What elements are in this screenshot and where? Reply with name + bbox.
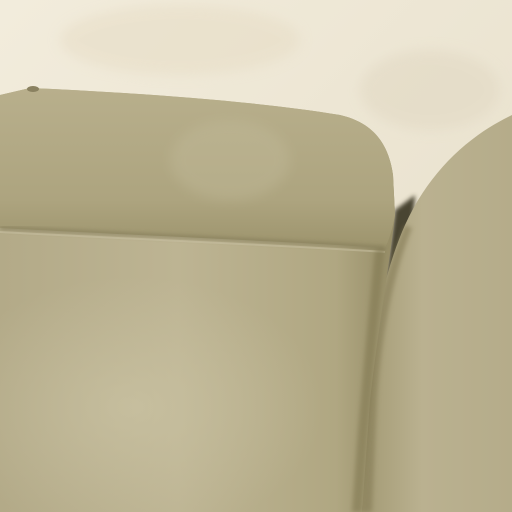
wall-stain xyxy=(60,5,300,75)
top-band-highlight xyxy=(170,120,290,200)
cushion-highlight xyxy=(0,250,380,512)
fabric-fold xyxy=(27,86,39,92)
wall-shadow xyxy=(360,50,500,130)
